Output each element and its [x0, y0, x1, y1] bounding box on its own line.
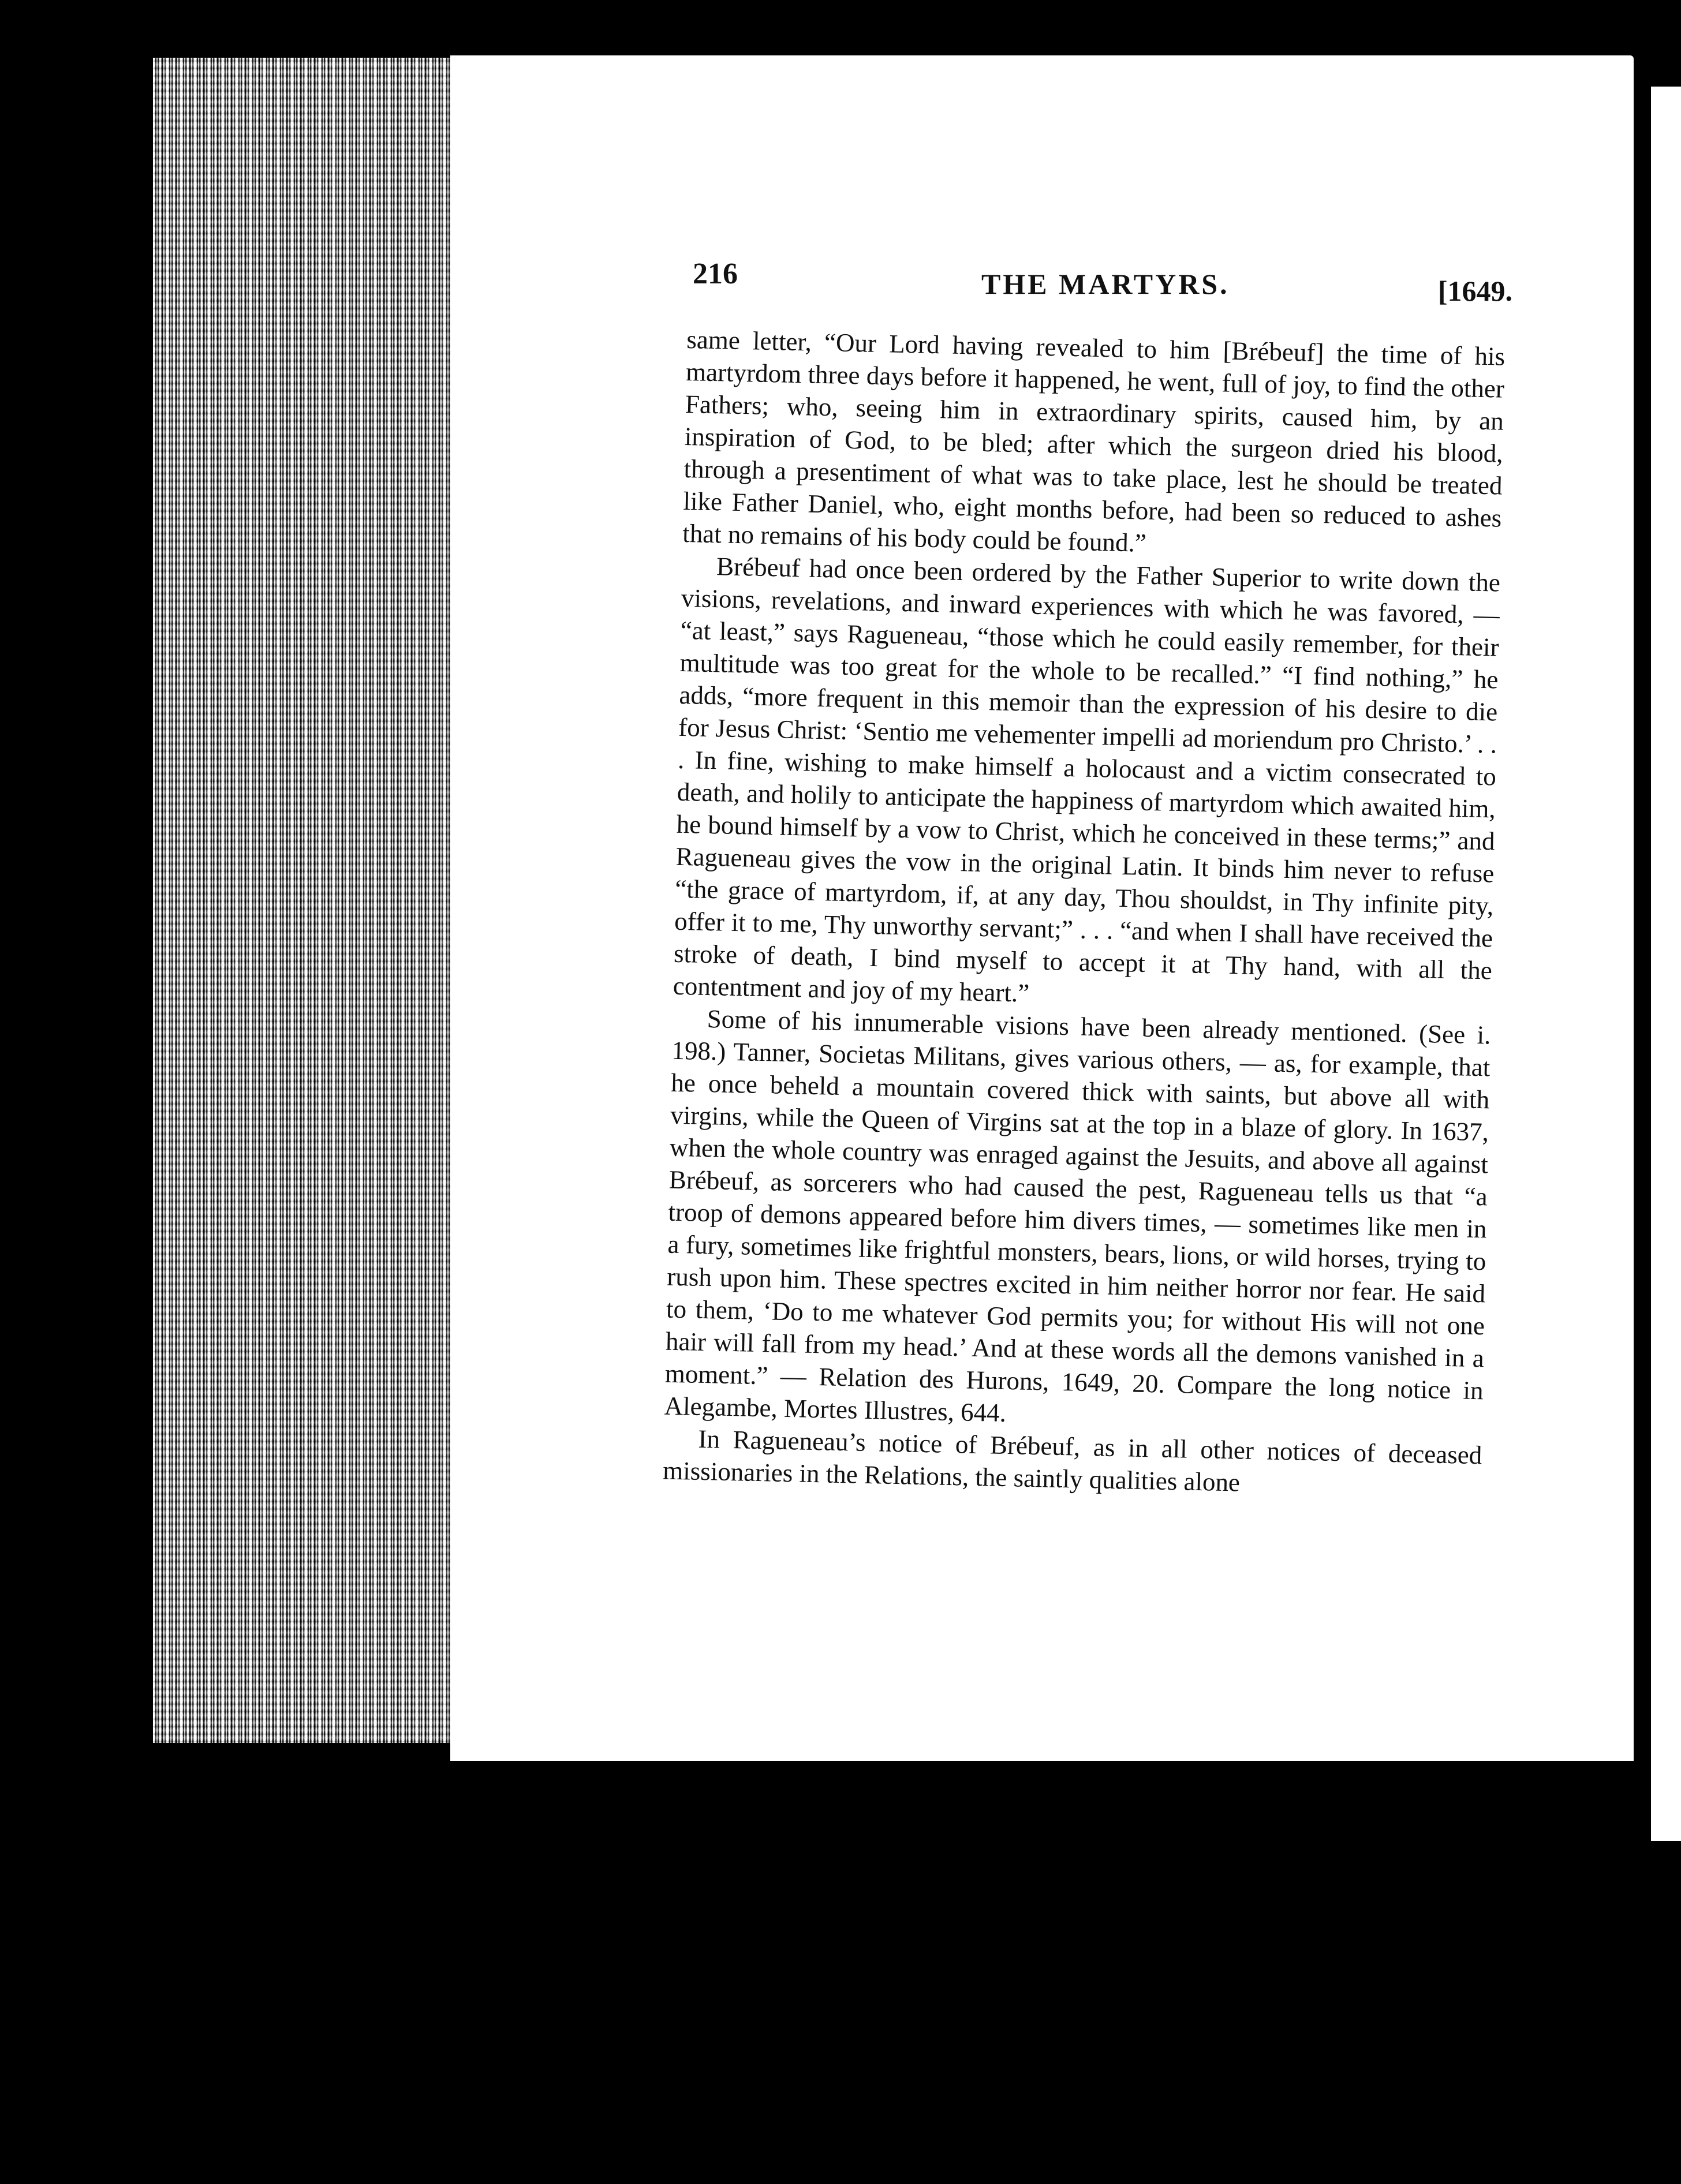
page-number: 216 [693, 257, 738, 290]
paragraph: In Ragueneau’s notice of Brébeuf, as in all other notices of deceased missionaries in the Relations, the saintly qualities alone [662, 1424, 1482, 1497]
gutter-shadow [1634, 87, 1651, 1841]
paragraph: Brébeuf had once been ordered by the Father Superior to write down the visions, revelations, and inward experiences with which he was favored, — “at least,” says Ragueneau, “those which he could easily remember, for their multitude was too great for the whole to be recalled.” “I find nothing,” he adds, “more frequent in this memoir than the expression of his desire to die for Jesus Christ: ‘Sentio me vehementer impelli ad moriendum pro Christo.’ . . . In fine, wishing to make himself a holocaust and a victim consecrated to death, and holily to anticipate the happiness of martyrdom which awaited him, he bound himself by a vow to Christ, which he conceived in these terms;” and Ragueneau gives the vow in the original Latin. It binds him never to refuse “the grace of martyrdom, if, at any day, Thou shouldst, in Thy infinite pity, offer it to me, Thy unworthy servant;” . . . “and when I shall have received the stroke of death, I bind myself to accept it at Thy hand, with all the contentment and joy of my heart.” [673, 552, 1501, 1008]
paragraph: same letter, “Our Lord having revealed to him [Brébeuf] the time of his martyrdom three days before it happened, he went, full of joy, to find the other Fathers; who, seeing him in extraordinary spirits, caused him, by an inspiration of God, to be bled; after which the surgeon dried his blood, through a presentiment of what was to take place, lest he should be treated like Father Daniel, who, eight months before, had been so reduced to ashes that no remains of his body could be found.” [682, 324, 1506, 558]
running-title: THE MARTYRS. [981, 268, 1230, 300]
facing-page-edge [1651, 87, 1681, 1841]
page-block-edges [153, 58, 453, 1743]
body-text [663, 323, 1506, 1504]
paragraph: Some of his innumerable visions have been already mentioned. (See i. 198.) Tanner, Societas Militans, gives various others, — as, for example, that he once beheld a mountain covered thick with saints, but above all with virgins, while the Queen of Virgins sat at the top in a blaze of glory. In 1637, when the whole country was enraged against the Jesuits, and above all against Brébeuf, as sorcerers who had caused the pest, Ragueneau tells us that “a troop of demons appeared before him divers times, — sometimes like men in a fury, sometimes like frightful monsters, bears, lions, or wild horses, trying to rush upon him. These spectres excited in him neither horror nor fear. He said to them, ‘Do to me whatever God permits you; for without His will not one hair will fall from my head.’ And at these words all the demons vanished in a moment.” — Relation des Hurons, 1649, 20. Compare the long notice in Alegambe, Mortes Illustres, 644. [664, 1004, 1491, 1427]
page-header [693, 257, 1512, 315]
header-year: [1649. [1437, 275, 1512, 307]
